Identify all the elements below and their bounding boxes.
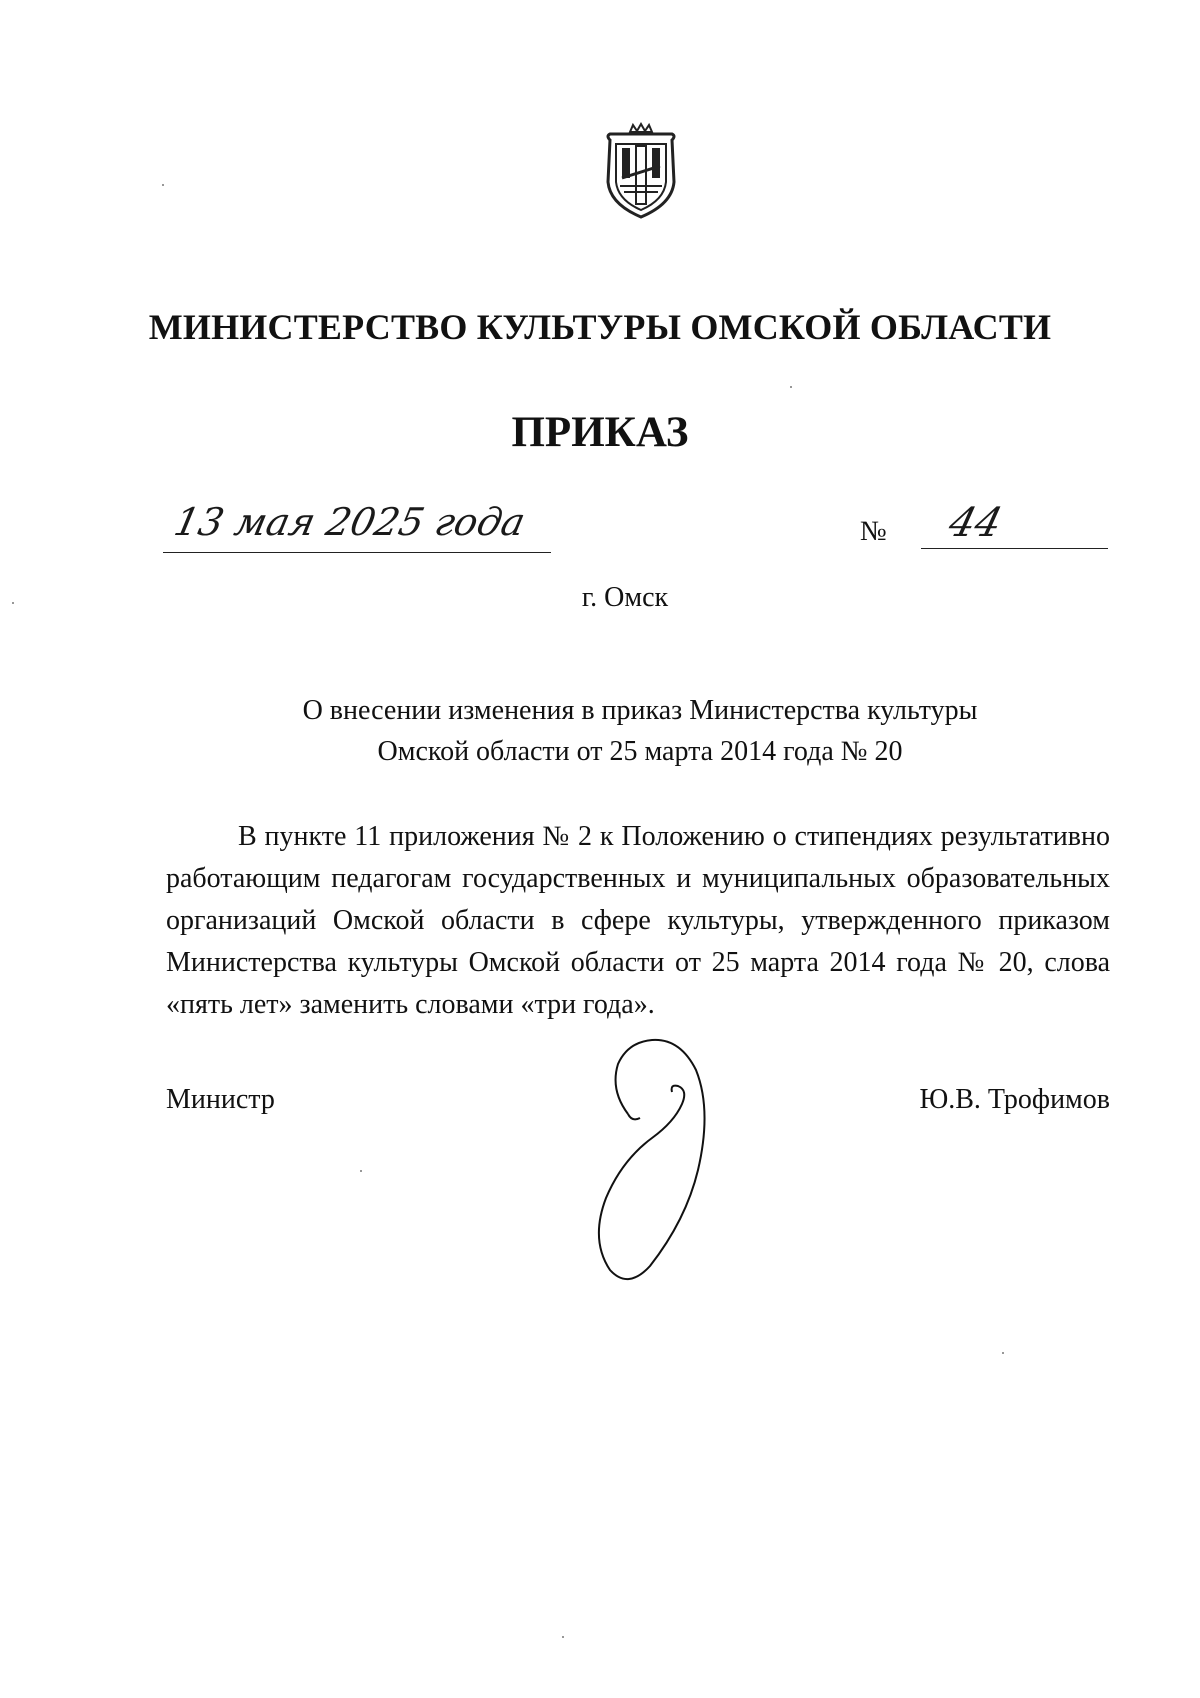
scan-speck: [1002, 1352, 1004, 1354]
date-underline: [163, 552, 551, 553]
scan-speck: [162, 184, 164, 186]
scan-speck: [360, 1170, 362, 1172]
subject-line-2: Омской области от 25 марта 2014 года № 20: [377, 736, 903, 767]
omsk-coat-of-arms-icon: [600, 122, 682, 220]
scan-speck: [790, 386, 792, 388]
handwritten-date: 13 мая 2025 года: [170, 500, 530, 544]
order-body-paragraph: В пункте 11 приложения № 2 к Положению о стипендиях результативно работающим педагогам государственных и муниципальных образовательных организаций Омской области в сфере культуры, утвержденного приказом Министерства культуры Омской области от 25 марта 2014 года № 20, слова «пять лет» заменить словами «три года».: [166, 821, 1110, 1020]
order-subject: [240, 690, 1040, 772]
subject-line-1: О внесении изменения в приказ Министерства культуры: [302, 695, 978, 726]
ministry-title: МИНИСТЕРСТВО КУЛЬТУРЫ ОМСКОЙ ОБЛАСТИ: [148, 307, 1052, 347]
signer-name: Ю.В. Трофимов: [919, 1084, 1110, 1115]
scan-speck: [12, 602, 14, 604]
signer-position: Министр: [166, 1084, 275, 1115]
number-sign: №: [860, 516, 887, 547]
number-underline: [921, 548, 1108, 549]
handwritten-order-number: 44: [944, 500, 1007, 546]
scan-speck: [562, 1636, 564, 1638]
handwritten-signature-icon: [570, 1030, 770, 1290]
document-type-title: ПРИКАЗ: [511, 409, 689, 456]
city-label: г. Омск: [581, 582, 669, 613]
